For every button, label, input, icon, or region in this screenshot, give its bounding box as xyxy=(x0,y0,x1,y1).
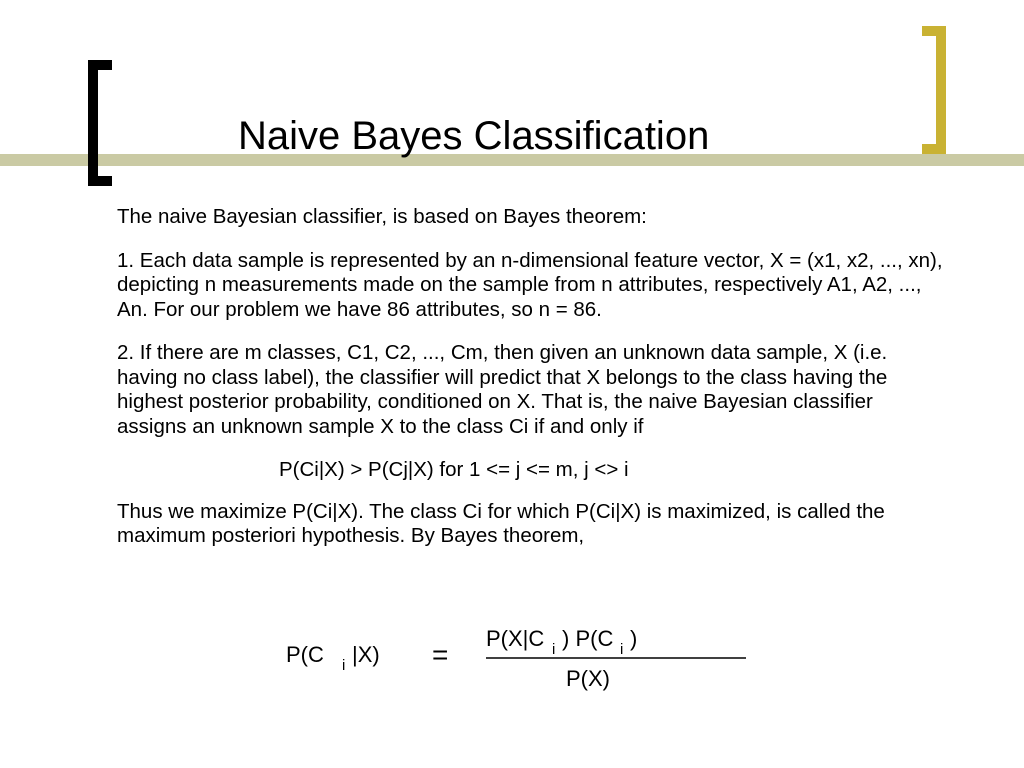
bayes-formula xyxy=(284,624,754,694)
left-bracket-top-arm xyxy=(88,60,112,70)
left-bracket-bottom-arm xyxy=(88,176,112,186)
intro-text: The naive Bayesian classifier, is based on Bayes theorem: xyxy=(117,205,647,228)
formula-numerator-subscript-1: i xyxy=(552,641,556,658)
formula-numerator-part2: ) P(C xyxy=(562,626,614,651)
bayes-formula-graphic xyxy=(284,624,754,694)
right-bracket-top-arm xyxy=(922,26,946,36)
slide-body xyxy=(117,205,947,568)
formula-equals: = xyxy=(432,639,449,670)
right-bracket-bottom-arm xyxy=(922,144,946,154)
formula-numerator-part3: ) xyxy=(630,626,638,651)
right-bracket-vertical xyxy=(936,26,946,154)
point-1-text: 1. Each data sample is represented by an n-dimensional feature vector, X = (x1, x2, ..., xn), depicting n measurements made on the sample from n attributes, respectively A1, A2, ..., An. For our problem we have 86 attributes, so n = 86. xyxy=(117,248,943,321)
formula-denominator: P(X) xyxy=(566,666,610,691)
formula-numerator-subscript-2: i xyxy=(620,641,624,658)
formula-lhs-suffix: |X) xyxy=(352,642,380,667)
formula-lhs-subscript: i xyxy=(342,657,346,674)
point-2-text: 2. If there are m classes, C1, C2, ..., Cm, then given an unknown data sample, X (i.e. having no class label), the classifier will predict that X belongs to the class having the highest posterior probability, conditioned on X. That is, the naive Bayesian classifier assigns an unknown sample X to the class Ci if and only if xyxy=(117,341,888,438)
formula-lhs-prefix: P(C xyxy=(286,642,324,667)
condition-equation: P(Ci|X) > P(Cj|X) for 1 <= j <= m, j <> i xyxy=(279,458,629,481)
left-bracket-vertical xyxy=(88,60,98,186)
formula-numerator-part1: P(X|C xyxy=(486,626,545,651)
slide-title: Naive Bayes Classification xyxy=(238,114,710,158)
conclusion-text: Thus we maximize P(Ci|X). The class Ci for which P(Ci|X) is maximized, is called the maximum posteriori hypothesis. By Bayes theorem, xyxy=(117,499,885,547)
